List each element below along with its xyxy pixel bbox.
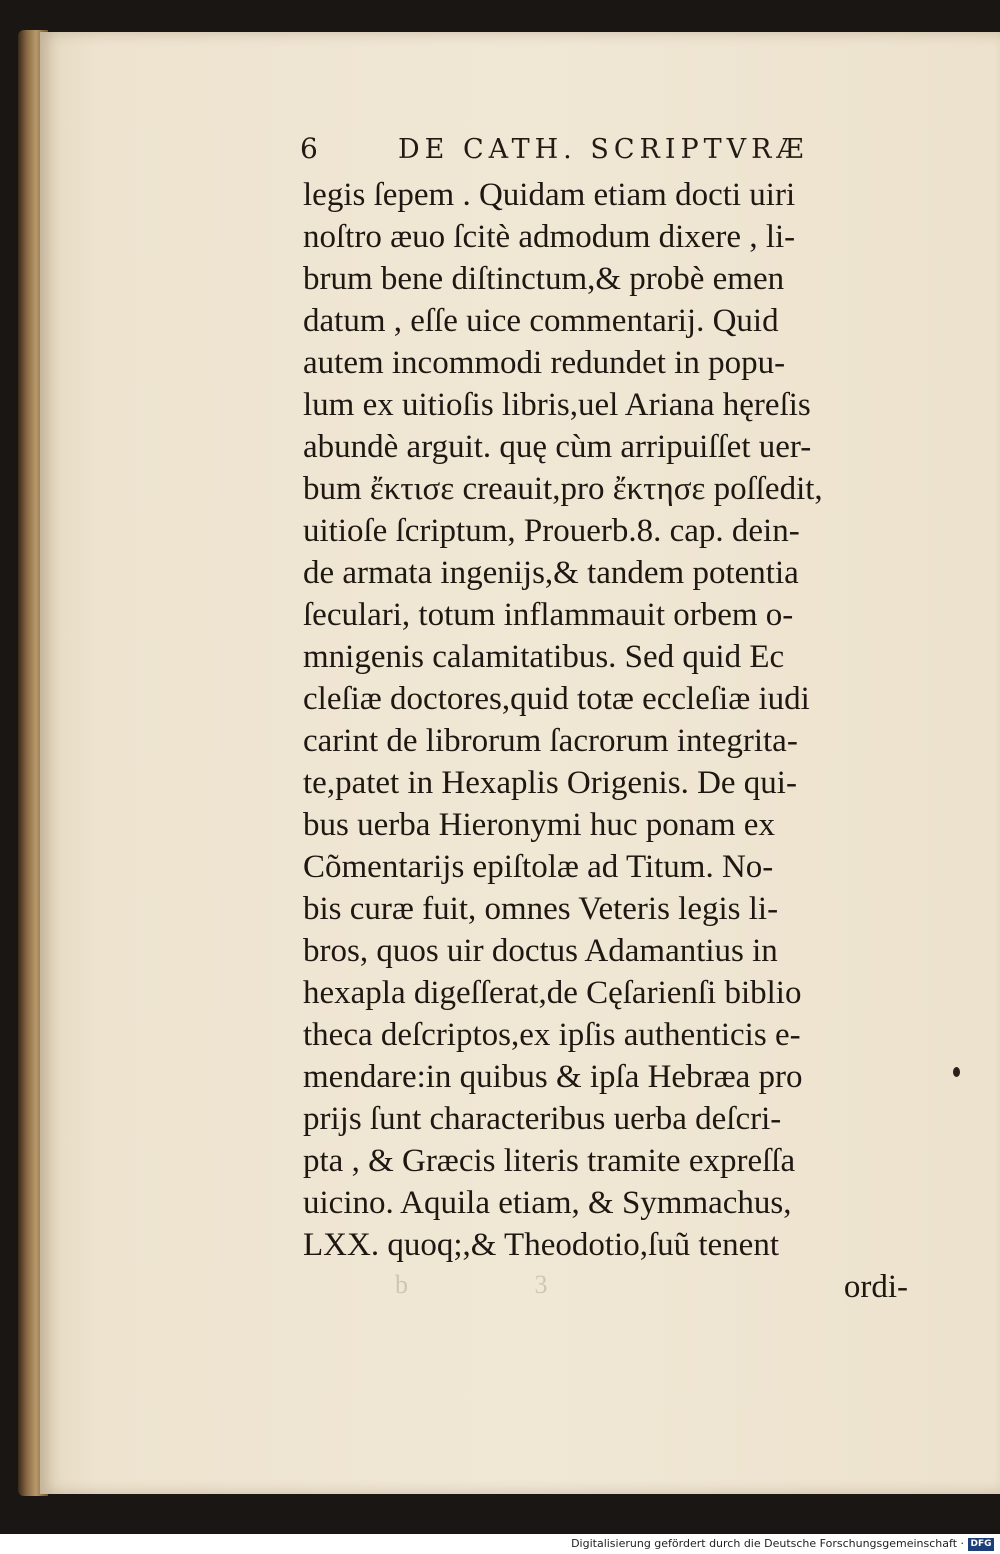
dfg-logo: DFG (968, 1538, 994, 1551)
text-line: bis curæ fuit, omnes Veteris legis li- (303, 891, 779, 927)
text-line: uicino. Aquila etiam, & Symmachus, (303, 1185, 792, 1221)
text-line: uitioſe ſcriptum, Prouerb.8. cap. dein- (303, 513, 800, 549)
running-title: DE CATH. SCRIPTVRÆ (398, 134, 809, 165)
funding-credit: Digitalisierung gefördert durch die Deutsche Forschungsgemeinschaft · (571, 1537, 964, 1550)
signature-mark: b 3 (395, 1270, 608, 1299)
text-line: datum , eſſe uice commentarij. Quid (303, 303, 779, 339)
text-line: prijs ſunt characteribus uerba deſcri- (303, 1101, 782, 1137)
body-text (303, 174, 908, 1308)
page-number: 6 (300, 132, 318, 165)
text-line: lum ex uitioſis libris,uel Ariana hęreſis (303, 387, 811, 423)
text-line: hexapla digeſſerat,de Cęſarienſi biblio (303, 975, 802, 1011)
text-line: te,patet in Hexaplis Origenis. De qui- (303, 765, 797, 801)
text-line: theca deſcriptos,ex ipſis authenticis e- (303, 1017, 801, 1053)
text-line: LXX. quoq;,& Theodotio,ſuũ tenent (303, 1227, 780, 1263)
text-line: mnigenis calamitatibus. Sed quid Ec (303, 639, 785, 675)
text-line: bros, quos uir doctus Adamantius in (303, 933, 778, 969)
margin-ink-dot (953, 1067, 960, 1077)
text-line: Cõmentarijs epiſtolæ ad Titum. No- (303, 849, 774, 885)
text-line: brum bene diſtinctum,& probè emen (303, 261, 785, 297)
text-line: autem incommodi redundet in popu- (303, 345, 786, 381)
page-header (300, 132, 860, 172)
text-line: bum ἔκτισε creauit,pro ἔκτησε poſſedit, (303, 471, 823, 507)
text-line: bus uerba Hieronymi huc ponam ex (303, 807, 775, 843)
text-line: pta , & Græcis literis tramite expreſſa (303, 1143, 796, 1179)
text-line: ſeculari, totum inflammauit orbem o- (303, 597, 794, 633)
text-line: carint de librorum ſacrorum integrita- (303, 723, 798, 759)
text-line: noſtro æuo ſcitè admodum dixere , li- (303, 219, 796, 255)
text-line: de armata ingenijs,& tandem potentia (303, 555, 799, 591)
text-line: cleſiæ doctores,quid totæ eccleſiæ iudi (303, 681, 810, 717)
text-line: abundè arguit. quę cùm arripuiſſet uer- (303, 429, 812, 465)
digitization-footer (0, 1534, 1000, 1554)
catchword: ordi- (843, 1269, 908, 1305)
text-line: legis ſepem . Quidam etiam docti uiri (303, 177, 796, 213)
text-line: mendare:in quibus & ipſa Hebræa pro (303, 1059, 803, 1095)
